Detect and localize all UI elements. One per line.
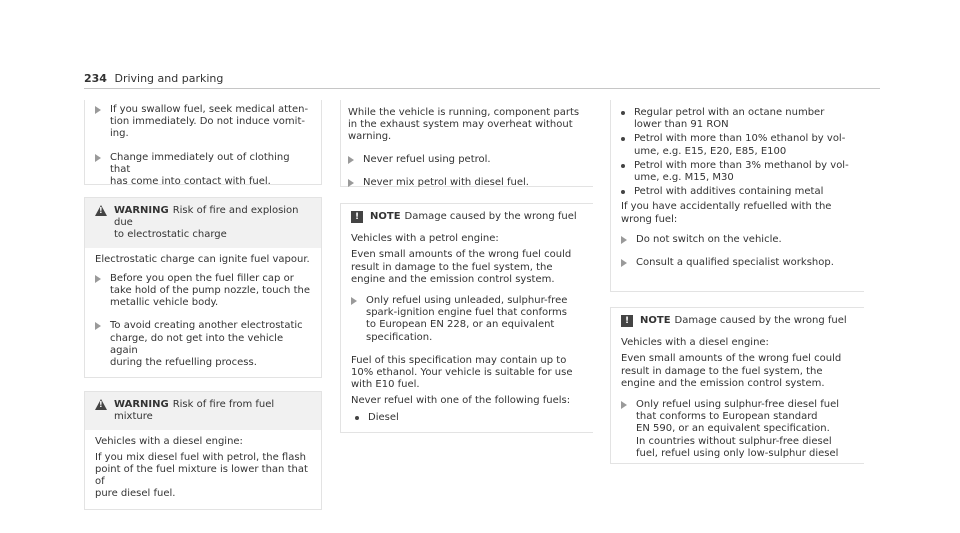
dot-bullet-icon	[621, 190, 625, 194]
arrow-bullet-icon	[95, 154, 101, 162]
arrow-bullet-icon	[621, 259, 627, 267]
list-item	[351, 295, 583, 344]
instruction-box	[340, 100, 593, 187]
bullet-text: Consult a qualified specialist workshop.	[636, 257, 834, 269]
note-icon: !	[351, 211, 363, 223]
note-body	[611, 333, 864, 463]
instruction-box	[610, 100, 864, 292]
dot-bullet-icon	[621, 137, 625, 141]
warning-body	[85, 248, 321, 378]
note-header	[341, 204, 593, 229]
note-text: Even small amounts of the wrong fuel could result in damage to the fuel system, the engine and the emission control system.	[351, 249, 572, 285]
dot-bullet-icon	[355, 416, 359, 420]
note-box	[340, 203, 593, 433]
note-text: Even small amounts of the wrong fuel could result in damage to the fuel system, the engine and the emission control system.	[621, 353, 842, 389]
bullet-text: Diesel	[368, 411, 399, 423]
column-2	[340, 100, 593, 433]
warning-box	[84, 197, 322, 378]
header-rule	[84, 88, 880, 89]
list-item	[621, 399, 854, 460]
bullet-text: Petrol with more than 10% ethanol by vol- ume, e.g. E15, E20, E85, E100	[634, 133, 846, 157]
list-item	[621, 160, 854, 184]
section-title: Driving and parking	[114, 72, 224, 85]
warning-icon	[95, 205, 107, 216]
note-box	[610, 307, 864, 464]
warning-text: Vehicles with a diesel engine:	[95, 435, 243, 447]
bullet-text: Never refuel using petrol.	[363, 153, 491, 165]
bullet-text: To avoid creating another electrostatic charge, do not get into the vehicle again during the refuelling process.	[110, 320, 303, 369]
bullet-text: Never mix petrol with diesel fuel.	[363, 176, 529, 188]
warning-box	[84, 391, 322, 509]
warning-header	[85, 392, 321, 429]
bullet-text: Petrol with additives containing metal	[634, 186, 824, 198]
arrow-bullet-icon	[348, 179, 354, 187]
warning-keyword: WARNING	[114, 205, 169, 216]
body-text: While the vehicle is running, component parts in the exhaust system may overheat without warning.	[348, 107, 580, 143]
arrow-bullet-icon	[95, 106, 101, 114]
bullet-text: Change immediately out of clothing that has come into contact with fuel.	[110, 151, 290, 188]
note-keyword: NOTE	[640, 315, 671, 326]
list-item	[95, 320, 311, 369]
dot-bullet-icon	[621, 111, 625, 115]
note-text: Fuel of this specification may contain up to 10% ethanol. Your vehicle is suitable for use with E10 fuel.	[351, 354, 573, 391]
column-3	[610, 100, 864, 464]
column-1	[84, 100, 322, 510]
bullet-text: Only refuel using sulphur-free diesel fuel that conforms to European standard EN 590, or an equivalent specification. In countries without sulphur-free diesel fuel, refuel using only low-sulphur diesel	[636, 399, 839, 459]
list-item	[348, 154, 583, 166]
warning-icon	[95, 399, 107, 410]
arrow-bullet-icon	[348, 156, 354, 164]
arrow-bullet-icon	[621, 401, 627, 409]
warning-header	[85, 198, 321, 248]
arrow-bullet-icon	[351, 297, 357, 305]
list-item	[621, 234, 854, 246]
note-body	[341, 229, 593, 432]
note-text: Vehicles with a diesel engine:	[621, 337, 769, 349]
list-item	[621, 186, 854, 198]
page-header	[84, 72, 223, 85]
note-header	[611, 308, 864, 333]
arrow-bullet-icon	[95, 322, 101, 330]
bullet-text: Regular petrol with an octane number lower than 91 RON	[634, 107, 825, 131]
note-text: Vehicles with a petrol engine:	[351, 233, 499, 245]
dot-bullet-icon	[621, 164, 625, 168]
bullet-text: If you swallow fuel, seek medical atten- tion immediately. Do not induce vomit- ing.	[110, 104, 309, 140]
bullet-text: Before you open the fuel filler cap or take hold of the pump nozzle, touch the metallic vehicle body.	[110, 272, 310, 309]
list-item	[95, 273, 311, 310]
warning-title: Risk of fire from fuel mixture	[114, 399, 275, 423]
page-number: 234	[84, 72, 107, 85]
warning-text: If you mix diesel fuel with petrol, the flash point of the fuel mixture is lower than that of pure diesel fuel.	[95, 451, 308, 500]
list-item	[348, 177, 583, 189]
bullet-text: Do not switch on the vehicle.	[636, 233, 782, 245]
warning-body	[85, 430, 321, 509]
list-item	[355, 412, 583, 424]
warning-keyword: WARNING	[114, 399, 169, 411]
warning-title: Risk of fire and explosion due to electrostatic charge	[114, 205, 299, 241]
body-text: If you have accidentally refuelled with the wrong fuel:	[621, 201, 832, 225]
note-icon: !	[621, 315, 633, 327]
arrow-bullet-icon	[621, 236, 627, 244]
note-keyword: NOTE	[370, 211, 401, 222]
list-item	[621, 133, 854, 157]
arrow-bullet-icon	[95, 275, 101, 283]
note-title: Damage caused by the wrong fuel	[404, 211, 577, 222]
list-item	[95, 152, 311, 189]
list-item	[621, 257, 854, 269]
note-title: Damage caused by the wrong fuel	[674, 315, 847, 326]
instruction-box	[84, 100, 322, 188]
list-item	[95, 104, 311, 141]
bullet-text: Only refuel using unleaded, sulphur-free spark-ignition engine fuel that conforms to European EN 228, or an equivalent specification.	[366, 295, 568, 343]
bullet-text: Petrol with more than 3% methanol by vol- ume, e.g. M15, M30	[634, 159, 849, 184]
note-text: Never refuel with one of the following fuels:	[351, 395, 571, 407]
warning-text: Electrostatic charge can ignite fuel vapour.	[95, 253, 310, 265]
list-item	[621, 107, 854, 131]
